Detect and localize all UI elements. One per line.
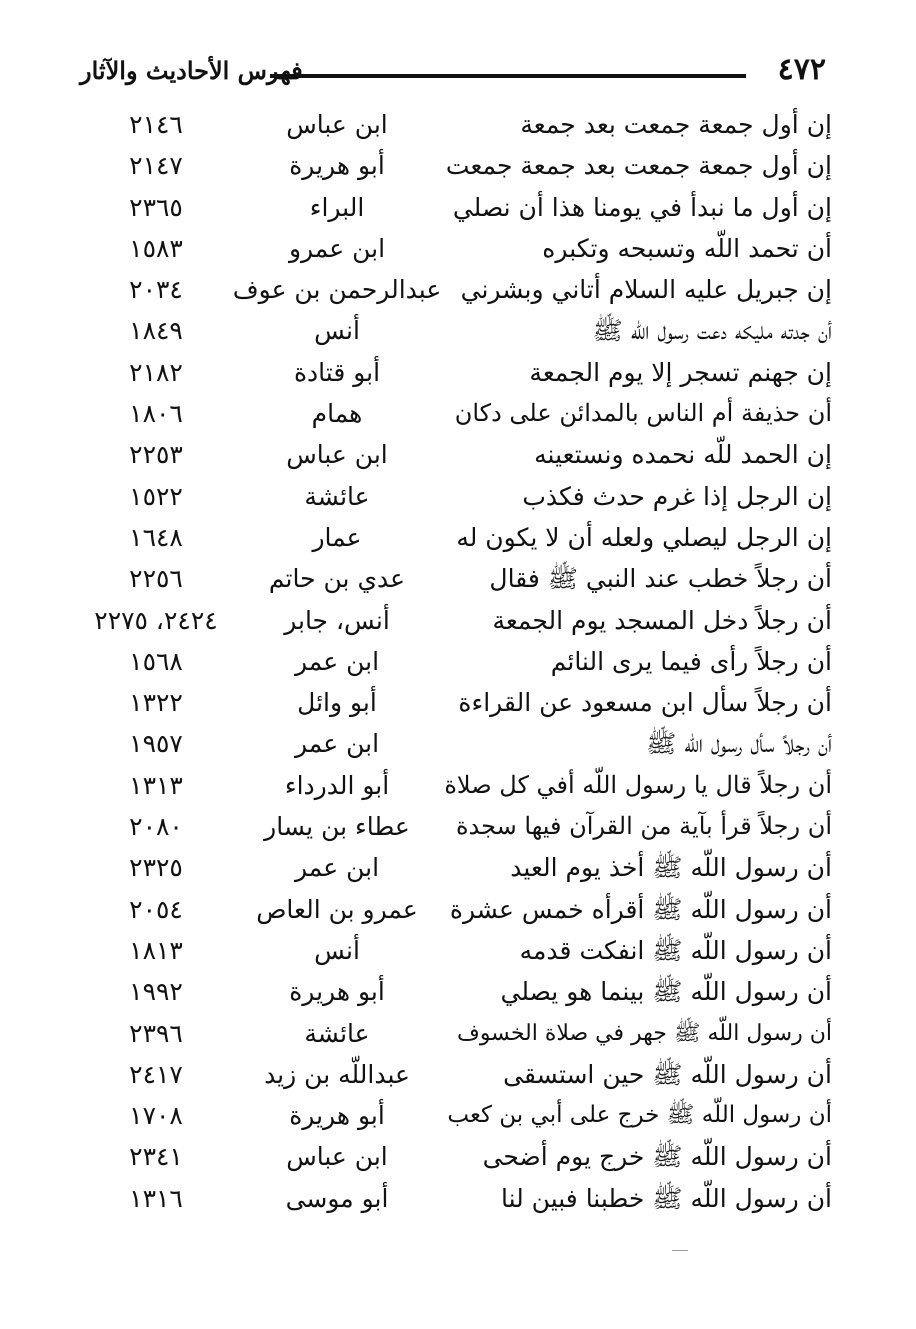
- hadith-text: أن رسول اللّه ﷺ أقرأه خمس عشرة: [449, 894, 832, 924]
- narrator-name: ابن عمر: [294, 646, 380, 676]
- hadith-number: ١٣١٣: [129, 770, 183, 800]
- hadith-number: ١٥٢٢: [129, 481, 183, 511]
- hadith-text: أن رجلاً قال يا رسول اللّه أفي كل صلاة: [444, 770, 832, 799]
- index-row: [80, 765, 832, 806]
- page-header: [80, 48, 826, 94]
- hadith-text: أن حذيفة أم الناس بالمدائن على دكان: [454, 399, 832, 428]
- narrator-name: عبدالرحمن بن عوف: [232, 275, 442, 305]
- index-row: [80, 889, 832, 930]
- index-row: [80, 228, 832, 269]
- hadith-index-list: [80, 104, 832, 1219]
- narrator-name: أبو هريرة: [289, 1101, 385, 1131]
- index-row: [80, 145, 832, 186]
- narrator-name: أبو موسى: [285, 1183, 389, 1213]
- running-title: فهرس الأحاديث والآثار: [80, 56, 303, 85]
- index-row: [80, 600, 832, 641]
- narrator-name: همام: [311, 399, 363, 429]
- index-row: [80, 310, 832, 351]
- hadith-number: ٢٢٥٣: [129, 440, 183, 470]
- index-row: [80, 1013, 832, 1054]
- hadith-text: إن الحمد للّه نحمده ونستعينه: [534, 440, 832, 470]
- narrator-name: البراء: [309, 192, 365, 222]
- index-row: [80, 434, 832, 475]
- narrator-name: عمرو بن العاص: [256, 894, 418, 924]
- narrator-name: عائشة: [304, 481, 370, 511]
- hadith-text: إن أول ما نبدأ في يومنا هذا أن نصلي: [452, 192, 832, 222]
- hadith-text: أن رسول اللّه ﷺ انفكت قدمه: [519, 935, 832, 965]
- hadith-text: إن أول جمعة جمعت بعد جمعة جمعت: [445, 151, 832, 181]
- hadith-text: أن رجلاً قرأ بآية من القرآن فيها سجدة: [455, 812, 832, 841]
- hadith-text: إن أول جمعة جمعت بعد جمعة: [520, 110, 832, 139]
- hadith-number: ١٨١٣: [129, 935, 183, 965]
- narrator-name: أنس، جابر: [284, 605, 390, 635]
- hadith-text: إن جبريل عليه السلام أتاني وبشرني: [460, 275, 832, 305]
- hadith-number: ٢٢٥٦: [129, 564, 183, 594]
- hadith-text: أن جدته مليكه دعت رسول اللّه ﷺ: [592, 316, 832, 346]
- narrator-name: أبو قتادة: [293, 357, 381, 387]
- narrator-name: أبو هريرة: [289, 977, 385, 1007]
- hadith-text: أن رسول اللّه ﷺ جهر في صلاة الخسوف: [457, 1020, 832, 1046]
- hadith-number: ١٥٦٨: [129, 646, 183, 676]
- narrator-name: عدي بن حاتم: [268, 564, 406, 594]
- hadith-number: ١٥٨٣: [129, 233, 183, 263]
- hadith-number: ٢٤١٧: [129, 1059, 183, 1089]
- narrator-name: عائشة: [304, 1018, 370, 1048]
- index-row: [80, 682, 832, 723]
- index-row: [80, 847, 832, 888]
- index-row: [80, 476, 832, 517]
- narrator-name: أبو الدرداء: [284, 770, 390, 800]
- hadith-number: ٢٠٣٤: [129, 275, 183, 305]
- index-row: [80, 393, 832, 434]
- narrator-name: ابن عمر: [294, 853, 380, 883]
- hadith-text: أن رسول اللّه ﷺ خرج على أبي بن كعب: [447, 1102, 832, 1129]
- hadith-number: ٢٤٢٤، ٢٢٧٥: [94, 605, 218, 635]
- index-row: [80, 558, 832, 599]
- index-row: [80, 352, 832, 393]
- narrator-name: ابن عباس: [286, 1142, 388, 1172]
- narrator-name: ابن عمر: [294, 729, 380, 759]
- hadith-number: ١٧٠٨: [129, 1101, 183, 1131]
- index-row: [80, 641, 832, 682]
- hadith-text: أن رسول اللّه ﷺ أخذ يوم العيد: [510, 853, 832, 883]
- index-row: [80, 1054, 832, 1095]
- hadith-number: ٢٣٩٦: [129, 1018, 183, 1048]
- page-number: ٤٧٢: [777, 52, 826, 87]
- index-row: [80, 187, 832, 228]
- hadith-number: ١٣١٦: [129, 1183, 183, 1213]
- narrator-name: ابن عمرو: [288, 233, 386, 263]
- hadith-text: إن الرجل إذا غرم حدث فكذب: [522, 481, 832, 511]
- index-row: [80, 971, 832, 1012]
- index-row: [80, 1136, 832, 1177]
- hadith-text: أن رسول اللّه ﷺ بينما هو يصلي: [500, 977, 832, 1007]
- hadith-text: إن جهنم تسجر إلا يوم الجمعة: [529, 357, 832, 387]
- index-row: [80, 1178, 832, 1219]
- narrator-name: ابن عباس: [286, 440, 388, 470]
- index-row: [80, 723, 832, 764]
- hadith-text: أن رجلاً رأى فيما يرى النائم: [550, 646, 832, 676]
- hadith-number: ١٣٢٢: [129, 688, 183, 718]
- index-row: [80, 104, 832, 145]
- narrator-name: عمار: [312, 522, 362, 552]
- narrator-name: أنس: [314, 935, 360, 965]
- index-row: [80, 1095, 832, 1136]
- hadith-text: أن رجلاً خطب عند النبي ﷺ فقال: [489, 564, 832, 594]
- header-rule: [270, 74, 746, 78]
- hadith-number: ٢١٤٧: [129, 151, 183, 181]
- hadith-number: ٢٠٥٤: [129, 894, 183, 924]
- hadith-number: ١٨٤٩: [129, 316, 183, 346]
- footer-mark: [672, 1250, 688, 1251]
- narrator-name: أبو هريرة: [289, 151, 385, 181]
- hadith-text: أن رسول اللّه ﷺ خطبنا فبين لنا: [500, 1183, 832, 1213]
- narrator-name: ابن عباس: [286, 110, 388, 139]
- hadith-number: ٢١٨٢: [129, 357, 183, 387]
- hadith-number: ٢٣٤١: [129, 1142, 183, 1172]
- hadith-number: ٢٣٦٥: [129, 192, 183, 222]
- index-row: [80, 806, 832, 847]
- narrator-name: عبداللّه بن زيد: [264, 1059, 410, 1089]
- index-row: [80, 930, 832, 971]
- hadith-text: أن رجلاً سأل رسول اللّه ﷺ: [646, 729, 832, 759]
- hadith-number: ١٩٥٧: [129, 729, 183, 759]
- hadith-text: إن الرجل ليصلي ولعله أن لا يكون له: [456, 522, 832, 552]
- hadith-text: أن رسول اللّه ﷺ خرج يوم أضحى: [482, 1142, 832, 1172]
- index-row: [80, 269, 832, 310]
- hadith-text: أن تحمد اللّه وتسبحه وتكبره: [542, 233, 832, 263]
- hadith-text: أن رجلاً سأل ابن مسعود عن القراءة: [458, 688, 832, 718]
- hadith-number: ١٦٤٨: [129, 522, 183, 552]
- narrator-name: أنس: [314, 316, 360, 346]
- narrator-name: عطاء بن يسار: [264, 812, 410, 842]
- hadith-number: ٢٠٨٠: [129, 812, 183, 842]
- hadith-text: أن رجلاً دخل المسجد يوم الجمعة: [492, 605, 832, 635]
- hadith-number: ٢٣٢٥: [129, 853, 183, 883]
- hadith-text: أن رسول اللّه ﷺ حين استسقى: [503, 1059, 832, 1089]
- hadith-number: ٢١٤٦: [129, 110, 183, 139]
- index-row: [80, 517, 832, 558]
- hadith-number: ١٨٠٦: [129, 399, 183, 429]
- hadith-number: ١٩٩٢: [129, 977, 183, 1007]
- narrator-name: أبو وائل: [297, 688, 377, 718]
